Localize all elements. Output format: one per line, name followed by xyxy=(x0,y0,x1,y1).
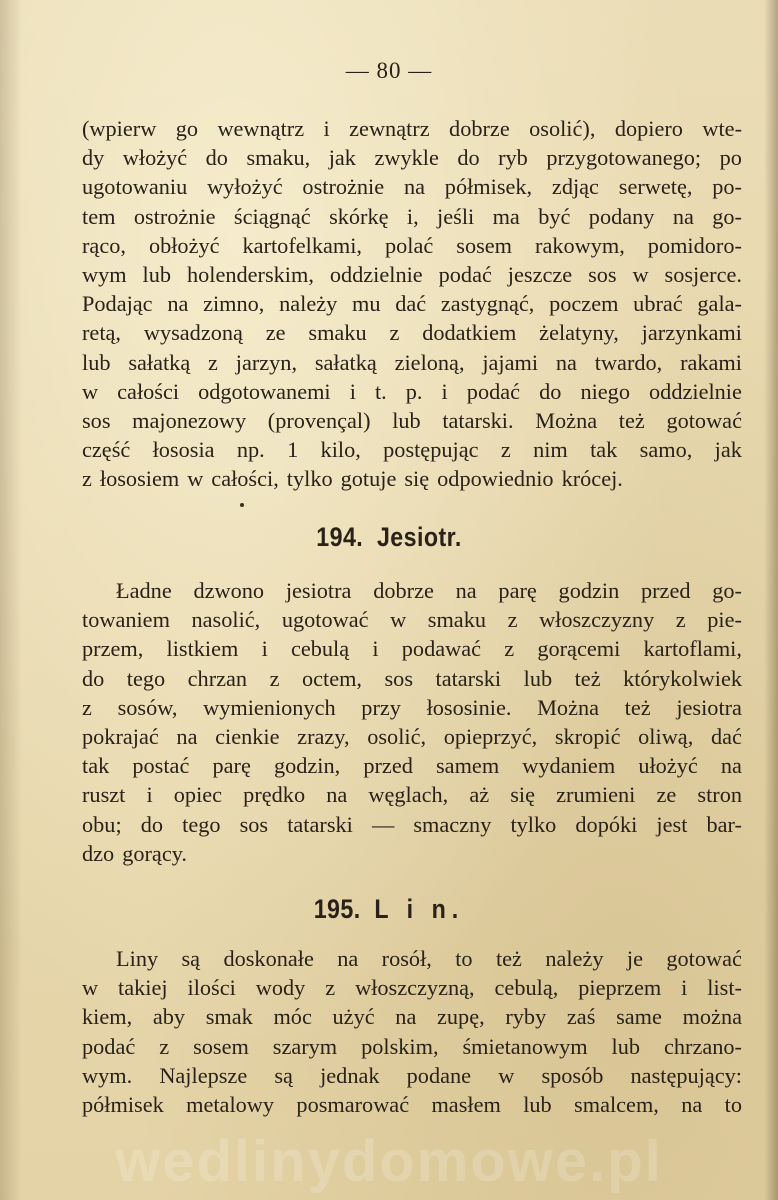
paragraph-jesiotr xyxy=(82,576,742,868)
text-line: towaniem nasolić, ugotować w smaku z włoszczyzny z pie- xyxy=(82,607,742,633)
section-number: 195. xyxy=(313,894,361,924)
text-line: wym lub holenderskim, oddzielnie podać jeszcze sos w sosjerce. xyxy=(82,261,742,287)
text-line: z sosów, wymienionych przy łososinie. Można też jesiotra xyxy=(82,694,742,720)
section-title: Jesiotr. xyxy=(376,522,462,552)
text-line: sos majonezowy (provençal) lub tatarski. Można też gotować xyxy=(82,407,742,433)
text-line: półmisek metalowy posmarować masłem lub smalcem, na to xyxy=(82,1091,742,1117)
text-line: ugotowaniu wyłożyć ostrożnie na półmisek, zdjąc serwetę, po- xyxy=(82,174,742,200)
paragraph-lin xyxy=(82,944,742,1119)
paragraph-salmon-continued xyxy=(82,114,742,493)
text-line: rąco, obłożyć kartofelkami, polać sosem rakowym, pomidoro- xyxy=(82,232,742,258)
section-heading-194 xyxy=(54,522,723,553)
text-line: część łososia np. 1 kilo, postępując z nim tak samo, jak xyxy=(82,437,742,463)
text-line: wym. Najlepsze są jednak podane w sposób następujący: xyxy=(82,1062,742,1088)
page-edge-shadow xyxy=(764,0,778,1200)
section-number: 194. xyxy=(316,522,364,552)
text-line: dzo gorący. xyxy=(82,840,187,866)
watermark: wedlinydomowe.pl xyxy=(115,1129,663,1194)
section-title: L i n. xyxy=(374,894,465,924)
text-line: przem, listkiem i cebulą i podawać z gorącemi kartoflami, xyxy=(82,636,742,662)
text-line: retą, wysadzoną ze smaku z dodatkiem żelatyny, jarzynkami xyxy=(82,320,742,346)
text-line: do tego chrzan z octem, sos tatarski lub też którykolwiek xyxy=(82,665,742,691)
text-line: Liny są doskonałe na rosół, to też należy je gotować xyxy=(116,946,742,971)
text-line: Ładne dzwono jesiotra dobrze na parę godzin przed go- xyxy=(116,578,742,603)
text-line: podać z sosem szarym polskim, śmietanowym lub chrzano- xyxy=(82,1033,742,1059)
page-number: — 80 — xyxy=(345,58,433,83)
section-heading-195 xyxy=(54,894,723,925)
text-line: tak postać parę godzin, przed samem wydaniem ułożyć na xyxy=(82,753,742,779)
text-line: dy włożyć do smaku, jak zwykle do ryb przygotowanego; po xyxy=(82,145,742,171)
text-line: pokrajać na cienkie zrazy, osolić, opieprzyć, skropić oliwą, dać xyxy=(82,723,742,749)
text-line: (wpierw go wewnątrz i zewnątrz dobrze osolić), dopiero wte- xyxy=(82,116,742,141)
print-speck xyxy=(240,503,244,507)
text-line: Podając na zimno, należy mu dać zastygnąć, poczem ubrać gala- xyxy=(82,291,742,317)
text-line: w takiej ilości wody z włoszczyzną, cebulą, pieprzem i list- xyxy=(82,975,742,1001)
text-line: obu; do tego sos tatarski — smaczny tylko dopóki jest bar- xyxy=(82,811,742,837)
spine-shadow xyxy=(0,0,22,1200)
text-line: ruszt i opiec prędko na węglach, aż się zrumieni ze stron xyxy=(82,782,742,808)
text-line: w całości odgotowanemi i t. p. i podać do niego oddzielnie xyxy=(82,378,742,404)
text-line: lub sałatką z jarzyn, sałatką zieloną, jajami na twardo, rakami xyxy=(82,349,742,375)
text-line: kiem, aby smak móc użyć na zupę, ryby zaś same można xyxy=(82,1004,742,1030)
text-line: tem ostrożnie ściągnąć skórkę i, jeśli ma być podany na go- xyxy=(82,203,742,229)
text-line: z łososiem w całości, tylko gotuje się odpowiednio krócej. xyxy=(82,466,623,492)
